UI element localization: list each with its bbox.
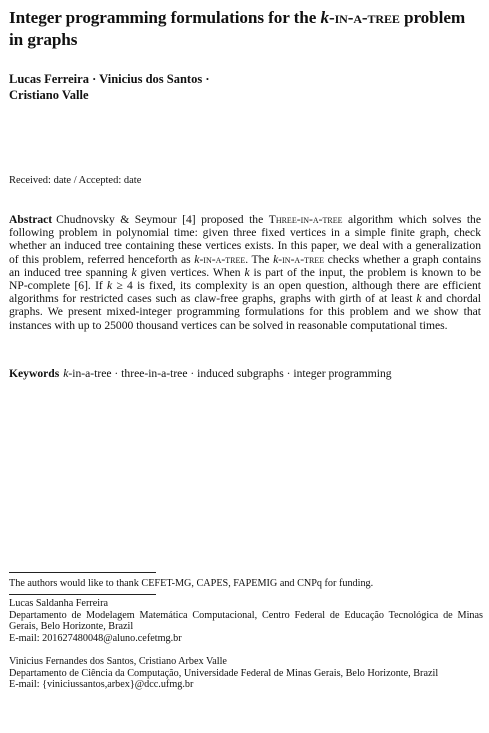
author-vinicius-dos-santos: Vinicius dos Santos <box>99 72 203 86</box>
affiliation-email: E-mail: 201627480048@aluno.cefetmg.br <box>9 632 182 644</box>
author-separator: · <box>88 72 100 86</box>
funding-footnote: The authors would like to thank CEFET-MG, CAPES, FAPEMIG and CNPq for funding. <box>9 578 374 589</box>
author-cristiano-valle: Cristiano Valle <box>9 88 89 102</box>
keywords-variable-k: k <box>63 367 69 380</box>
abstract-variable-k: k <box>244 265 250 279</box>
affiliation-department: Departamento de Ciência da Computação, Universidade Federal de Minas Gerais, Belo Horizonte, Brazil <box>9 667 439 679</box>
footnote-divider <box>9 572 156 573</box>
abstract-in-a-tree: -in-a-tree <box>199 252 246 266</box>
affiliation-name: Vinicius Fernandes dos Santos, Cristiano Arbex Valle <box>9 656 227 667</box>
abstract-text: and chordal graphs. We present mixed-integer programming formulations for this problem and we show that instances with up to 25000 thousand vertices can be solved in reasonable computational times. <box>9 292 481 332</box>
affiliation-divider <box>9 594 156 595</box>
keywords <box>9 367 483 381</box>
affiliation-block <box>9 656 483 691</box>
abstract <box>9 213 481 332</box>
received-accepted-line: Received: date / Accepted: date <box>9 175 142 186</box>
keywords-label: Keywords <box>9 367 60 380</box>
abstract-variable-k: k <box>131 265 137 279</box>
abstract-three-in-a-tree: Three-in-a-tree <box>268 213 343 226</box>
title-variable-k: k <box>320 8 329 27</box>
keywords-text: -in-a-tree · three-in-a-tree · induced subgraphs · integer programming <box>68 367 392 380</box>
abstract-variable-k: k <box>416 292 422 306</box>
author-separator: · <box>202 72 210 86</box>
author-lucas-ferreira: Lucas Ferreira <box>9 72 89 86</box>
affiliation-department: Departamento de Modelagem Matemática Computacional, Centro Federal de Educação Tecnológica de Minas Gerais, Belo Horizonte, Brazil <box>9 609 483 633</box>
abstract-in-a-tree: -in-a-tree <box>278 252 325 266</box>
abstract-text: Chudnovsky & Seymour [4] proposed the <box>56 213 269 226</box>
abstract-text: is part of the input, the problem is known to be NP-complete [6]. If <box>9 265 481 293</box>
abstract-text: given vertices. When <box>136 265 245 279</box>
author-list <box>9 71 479 103</box>
abstract-text: checks whether a graph contains an induced tree spanning <box>9 252 481 279</box>
abstract-variable-k: k <box>273 252 279 266</box>
abstract-text: ≥ 4 is fixed, its complexity is an open question, although there are efficient algorithms for restricted cases such as claw-free graphs, graphs with girth of at least <box>9 279 481 306</box>
abstract-label: Abstract <box>9 213 53 226</box>
title-text-2: problem in graphs <box>9 8 466 49</box>
affiliation-block <box>9 598 483 644</box>
title-in-a-tree: -in-a-tree <box>328 8 400 27</box>
abstract-text: algorithm which solves the following problem in polynomial time: given three fixed vertices in a simple finite graph, check whether an induced tree containing these vertices exists. In this paper, we deal with a generalization of this problem, referred henceforth as <box>9 213 482 266</box>
affiliation-name: Lucas Saldanha Ferreira <box>9 598 108 609</box>
paper-title <box>9 7 479 51</box>
affiliation-email: E-mail: {viniciussantos,arbex}@dcc.ufmg.br <box>9 679 194 691</box>
abstract-variable-k: k <box>107 279 113 293</box>
abstract-text: . The <box>245 252 274 266</box>
abstract-variable-k: k <box>194 252 200 266</box>
title-text-1: Integer programming formulations for the <box>9 8 321 27</box>
